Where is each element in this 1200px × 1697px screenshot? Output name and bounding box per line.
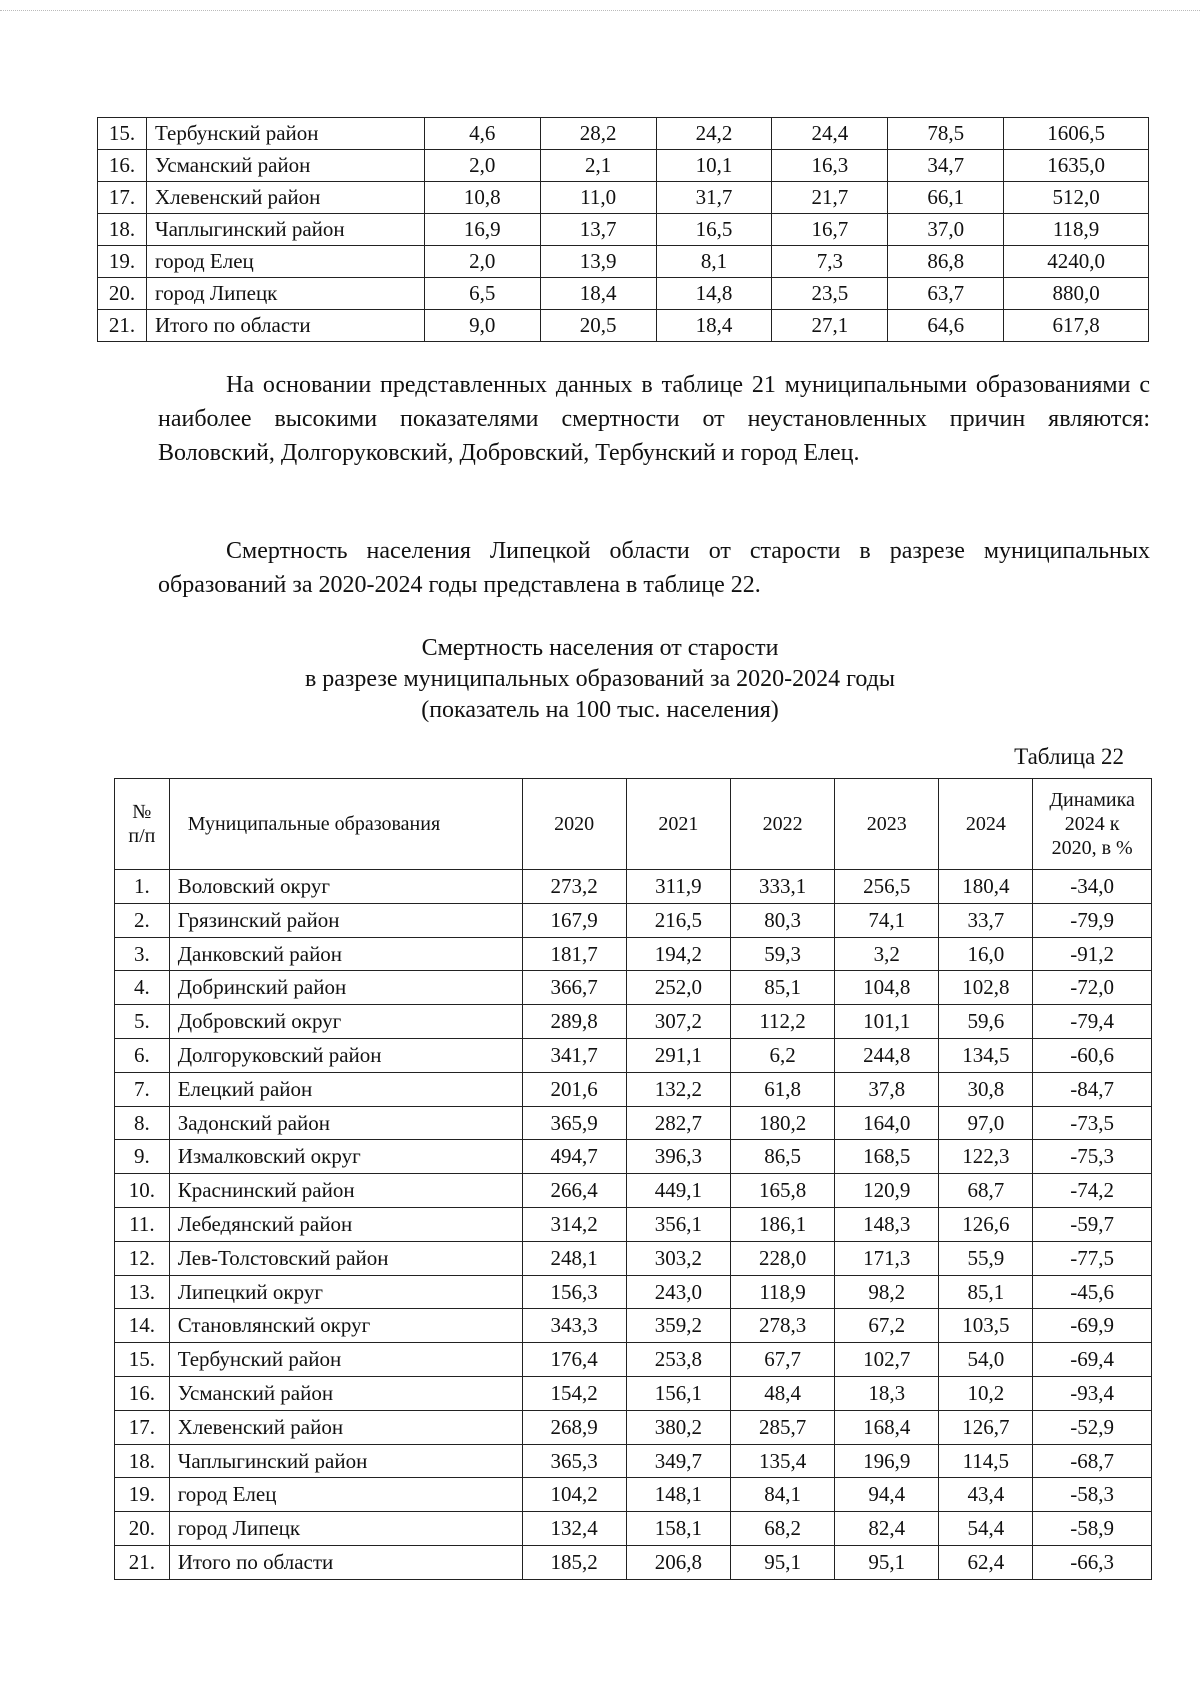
value-cell: 494,7 — [522, 1140, 626, 1174]
value-cell: 24,4 — [772, 118, 888, 150]
municipality-name: Усманский район — [169, 1376, 522, 1410]
value-cell: 9,0 — [424, 310, 540, 342]
caption-line-3: (показатель на 100 тыс. населения) — [421, 697, 779, 723]
value-cell: 68,7 — [939, 1174, 1033, 1208]
value-cell: 68,2 — [730, 1512, 834, 1546]
value-cell: 291,1 — [626, 1038, 730, 1072]
row-number: 6. — [115, 1038, 170, 1072]
table-row — [115, 1038, 1152, 1072]
value-cell: -52,9 — [1033, 1410, 1152, 1444]
header-municipality: Муниципальные образования — [169, 779, 522, 870]
value-cell: 14,8 — [656, 278, 772, 310]
value-cell: 228,0 — [730, 1241, 834, 1275]
value-cell: -74,2 — [1033, 1174, 1152, 1208]
value-cell: 307,2 — [626, 1005, 730, 1039]
value-cell: 102,7 — [835, 1343, 939, 1377]
table-row — [115, 903, 1152, 937]
row-number: 20. — [115, 1512, 170, 1546]
value-cell: 98,2 — [835, 1275, 939, 1309]
value-cell: -69,9 — [1033, 1309, 1152, 1343]
value-cell: 158,1 — [626, 1512, 730, 1546]
value-cell: 84,1 — [730, 1478, 834, 1512]
value-cell: 59,6 — [939, 1005, 1033, 1039]
value-cell: 449,1 — [626, 1174, 730, 1208]
value-cell: 341,7 — [522, 1038, 626, 1072]
value-cell: 67,2 — [835, 1309, 939, 1343]
table-row — [98, 118, 1149, 150]
value-cell: 333,1 — [730, 870, 834, 904]
table-row — [115, 971, 1152, 1005]
municipality-name: город Елец — [146, 246, 424, 278]
table-row — [115, 1072, 1152, 1106]
table-21-body — [98, 118, 1149, 342]
value-cell: 16,9 — [424, 214, 540, 246]
header-number-line1: № — [132, 801, 152, 823]
table-row — [98, 246, 1149, 278]
value-cell: 880,0 — [1004, 278, 1149, 310]
value-cell: 11,0 — [540, 182, 656, 214]
value-cell: 126,7 — [939, 1410, 1033, 1444]
value-cell: 101,1 — [835, 1005, 939, 1039]
table-row — [98, 150, 1149, 182]
municipality-name: Добринский район — [169, 971, 522, 1005]
value-cell: 148,1 — [626, 1478, 730, 1512]
value-cell: 356,1 — [626, 1207, 730, 1241]
value-cell: 268,9 — [522, 1410, 626, 1444]
value-cell: 97,0 — [939, 1106, 1033, 1140]
table-row — [115, 1410, 1152, 1444]
value-cell: 66,1 — [888, 182, 1004, 214]
value-cell: 365,3 — [522, 1444, 626, 1478]
row-number: 4. — [115, 971, 170, 1005]
value-cell: 16,5 — [656, 214, 772, 246]
row-number: 19. — [115, 1478, 170, 1512]
table-label: Таблица 22 — [1014, 744, 1124, 769]
value-cell: 23,5 — [772, 278, 888, 310]
value-cell: 135,4 — [730, 1444, 834, 1478]
value-cell: 122,3 — [939, 1140, 1033, 1174]
municipality-name: Чаплыгинский район — [169, 1444, 522, 1478]
value-cell: 167,9 — [522, 903, 626, 937]
value-cell: 82,4 — [835, 1512, 939, 1546]
header-dynamics-line1: Динамика — [1049, 789, 1135, 811]
value-cell: 4,6 — [424, 118, 540, 150]
value-cell: 185,2 — [522, 1545, 626, 1579]
value-cell: 20,5 — [540, 310, 656, 342]
table-row — [115, 1275, 1152, 1309]
table-row — [115, 1512, 1152, 1546]
value-cell: 156,1 — [626, 1376, 730, 1410]
value-cell: 48,4 — [730, 1376, 834, 1410]
municipality-name: Данковский район — [169, 937, 522, 971]
row-number: 14. — [115, 1309, 170, 1343]
row-number: 9. — [115, 1140, 170, 1174]
municipality-name: Липецкий округ — [169, 1275, 522, 1309]
header-number-line2: п/п — [128, 825, 156, 847]
header-year: 2023 — [835, 779, 939, 870]
value-cell: 30,8 — [939, 1072, 1033, 1106]
table-row — [115, 1106, 1152, 1140]
municipality-name: Усманский район — [146, 150, 424, 182]
value-cell: 366,7 — [522, 971, 626, 1005]
value-cell: 63,7 — [888, 278, 1004, 310]
paragraph-conclusion — [158, 368, 1150, 470]
value-cell: 74,1 — [835, 903, 939, 937]
row-number: 10. — [115, 1174, 170, 1208]
value-cell: 165,8 — [730, 1174, 834, 1208]
value-cell: 24,2 — [656, 118, 772, 150]
municipality-name: город Липецк — [146, 278, 424, 310]
value-cell: 8,1 — [656, 246, 772, 278]
table-row — [115, 1376, 1152, 1410]
value-cell: -58,3 — [1033, 1478, 1152, 1512]
table-row — [115, 870, 1152, 904]
value-cell: 171,3 — [835, 1241, 939, 1275]
municipality-name: Елецкий район — [169, 1072, 522, 1106]
value-cell: 16,7 — [772, 214, 888, 246]
row-number: 15. — [98, 118, 147, 150]
value-cell: 365,9 — [522, 1106, 626, 1140]
table-row — [98, 278, 1149, 310]
page-edge — [0, 10, 1200, 11]
value-cell: 168,4 — [835, 1410, 939, 1444]
row-number: 5. — [115, 1005, 170, 1039]
value-cell: 54,0 — [939, 1343, 1033, 1377]
value-cell: -68,7 — [1033, 1444, 1152, 1478]
value-cell: 2,1 — [540, 150, 656, 182]
header-dynamics — [1033, 779, 1152, 870]
value-cell: 120,9 — [835, 1174, 939, 1208]
municipality-name: город Липецк — [169, 1512, 522, 1546]
value-cell: 6,2 — [730, 1038, 834, 1072]
header-number — [115, 779, 170, 870]
value-cell: 132,4 — [522, 1512, 626, 1546]
value-cell: -73,5 — [1033, 1106, 1152, 1140]
municipality-name: Лебедянский район — [169, 1207, 522, 1241]
row-number: 15. — [115, 1343, 170, 1377]
value-cell: 176,4 — [522, 1343, 626, 1377]
value-cell: 95,1 — [730, 1545, 834, 1579]
value-cell: 303,2 — [626, 1241, 730, 1275]
table-row — [115, 1005, 1152, 1039]
value-cell: 37,0 — [888, 214, 1004, 246]
value-cell: 85,1 — [939, 1275, 1033, 1309]
value-cell: -58,9 — [1033, 1512, 1152, 1546]
value-cell: 196,9 — [835, 1444, 939, 1478]
value-cell: 186,1 — [730, 1207, 834, 1241]
row-number: 21. — [115, 1545, 170, 1579]
municipality-name: Чаплыгинский район — [146, 214, 424, 246]
municipality-name: Тербунский район — [146, 118, 424, 150]
paragraph-intro-table22 — [158, 534, 1150, 602]
value-cell: 118,9 — [1004, 214, 1149, 246]
value-cell: -79,4 — [1033, 1005, 1152, 1039]
value-cell: -79,9 — [1033, 903, 1152, 937]
value-cell: -60,6 — [1033, 1038, 1152, 1072]
value-cell: 13,7 — [540, 214, 656, 246]
value-cell: 103,5 — [939, 1309, 1033, 1343]
value-cell: 55,9 — [939, 1241, 1033, 1275]
value-cell: 617,8 — [1004, 310, 1149, 342]
row-number: 1. — [115, 870, 170, 904]
value-cell: 18,3 — [835, 1376, 939, 1410]
value-cell: -66,3 — [1033, 1545, 1152, 1579]
header-year: 2024 — [939, 779, 1033, 870]
value-cell: -91,2 — [1033, 937, 1152, 971]
value-cell: 359,2 — [626, 1309, 730, 1343]
value-cell: -93,4 — [1033, 1376, 1152, 1410]
value-cell: 6,5 — [424, 278, 540, 310]
value-cell: 343,3 — [522, 1309, 626, 1343]
value-cell: 112,2 — [730, 1005, 834, 1039]
value-cell: 10,2 — [939, 1376, 1033, 1410]
value-cell: 7,3 — [772, 246, 888, 278]
row-number: 17. — [98, 182, 147, 214]
value-cell: 59,3 — [730, 937, 834, 971]
row-number: 7. — [115, 1072, 170, 1106]
municipality-name: Воловский округ — [169, 870, 522, 904]
value-cell: 180,4 — [939, 870, 1033, 904]
value-cell: -72,0 — [1033, 971, 1152, 1005]
value-cell: 181,7 — [522, 937, 626, 971]
row-number: 21. — [98, 310, 147, 342]
value-cell: 16,0 — [939, 937, 1033, 971]
municipality-name: город Елец — [169, 1478, 522, 1512]
value-cell: 37,8 — [835, 1072, 939, 1106]
value-cell: 273,2 — [522, 870, 626, 904]
table-row — [115, 1207, 1152, 1241]
paragraph-conclusion-text: На основании представленных данных в таблице 21 муниципальными образованиями с наиболее высокими показателями смертности от неустановленных причин являются: Воловский, Долгоруковский, Добровский, Тербунский и город Елец. — [158, 372, 1150, 466]
value-cell: -75,3 — [1033, 1140, 1152, 1174]
value-cell: 278,3 — [730, 1309, 834, 1343]
value-cell: 311,9 — [626, 870, 730, 904]
value-cell: 243,0 — [626, 1275, 730, 1309]
row-number: 18. — [98, 214, 147, 246]
value-cell: 349,7 — [626, 1444, 730, 1478]
table-row — [115, 1444, 1152, 1478]
table-row — [115, 1309, 1152, 1343]
value-cell: 206,8 — [626, 1545, 730, 1579]
value-cell: 256,5 — [835, 870, 939, 904]
value-cell: 85,1 — [730, 971, 834, 1005]
header-year: 2020 — [522, 779, 626, 870]
value-cell: 61,8 — [730, 1072, 834, 1106]
table-row — [98, 182, 1149, 214]
value-cell: -34,0 — [1033, 870, 1152, 904]
value-cell: 244,8 — [835, 1038, 939, 1072]
value-cell: 86,8 — [888, 246, 1004, 278]
row-number: 20. — [98, 278, 147, 310]
table-row — [115, 1478, 1152, 1512]
paragraph-intro-text: Смертность населения Липецкой области от старости в разрезе муниципальных образований за 2020-2024 годы представлена в таблице 22. — [158, 538, 1150, 598]
municipality-name: Хлевенский район — [169, 1410, 522, 1444]
value-cell: 28,2 — [540, 118, 656, 150]
table-caption — [0, 633, 1200, 726]
table-row — [115, 1343, 1152, 1377]
value-cell: 285,7 — [730, 1410, 834, 1444]
value-cell: 13,9 — [540, 246, 656, 278]
table-22 — [114, 778, 1152, 1580]
value-cell: 4240,0 — [1004, 246, 1149, 278]
value-cell: 252,0 — [626, 971, 730, 1005]
header-dynamics-line2: 2024 к — [1064, 813, 1120, 835]
value-cell: 21,7 — [772, 182, 888, 214]
table-row — [98, 310, 1149, 342]
value-cell: 3,2 — [835, 937, 939, 971]
value-cell: 67,7 — [730, 1343, 834, 1377]
municipality-name: Краснинский район — [169, 1174, 522, 1208]
value-cell: 168,5 — [835, 1140, 939, 1174]
municipality-name: Итого по области — [169, 1545, 522, 1579]
value-cell: 95,1 — [835, 1545, 939, 1579]
caption-line-1: Смертность населения от старости — [421, 635, 779, 661]
value-cell: 31,7 — [656, 182, 772, 214]
value-cell: 80,3 — [730, 903, 834, 937]
row-number: 3. — [115, 937, 170, 971]
value-cell: 248,1 — [522, 1241, 626, 1275]
row-number: 19. — [98, 246, 147, 278]
value-cell: 266,4 — [522, 1174, 626, 1208]
header-year: 2022 — [730, 779, 834, 870]
table-row — [115, 1545, 1152, 1579]
value-cell: 27,1 — [772, 310, 888, 342]
table-row — [115, 937, 1152, 971]
value-cell: 194,2 — [626, 937, 730, 971]
value-cell: 289,8 — [522, 1005, 626, 1039]
municipality-name: Тербунский район — [169, 1343, 522, 1377]
value-cell: -45,6 — [1033, 1275, 1152, 1309]
value-cell: 1606,5 — [1004, 118, 1149, 150]
municipality-name: Измалковский округ — [169, 1140, 522, 1174]
value-cell: 16,3 — [772, 150, 888, 182]
value-cell: 10,1 — [656, 150, 772, 182]
table-row — [115, 1174, 1152, 1208]
row-number: 11. — [115, 1207, 170, 1241]
row-number: 17. — [115, 1410, 170, 1444]
value-cell: 253,8 — [626, 1343, 730, 1377]
header-year: 2021 — [626, 779, 730, 870]
row-number: 18. — [115, 1444, 170, 1478]
value-cell: 180,2 — [730, 1106, 834, 1140]
row-number: 12. — [115, 1241, 170, 1275]
value-cell: 282,7 — [626, 1106, 730, 1140]
table-header-row — [115, 779, 1152, 870]
row-number: 2. — [115, 903, 170, 937]
value-cell: 86,5 — [730, 1140, 834, 1174]
value-cell: 34,7 — [888, 150, 1004, 182]
municipality-name: Долгоруковский район — [169, 1038, 522, 1072]
value-cell: 94,4 — [835, 1478, 939, 1512]
value-cell: 118,9 — [730, 1275, 834, 1309]
value-cell: 314,2 — [522, 1207, 626, 1241]
value-cell: 2,0 — [424, 246, 540, 278]
value-cell: 43,4 — [939, 1478, 1033, 1512]
table-row — [115, 1241, 1152, 1275]
value-cell: 164,0 — [835, 1106, 939, 1140]
table-row — [115, 1140, 1152, 1174]
municipality-name: Грязинский район — [169, 903, 522, 937]
value-cell: 512,0 — [1004, 182, 1149, 214]
value-cell: 114,5 — [939, 1444, 1033, 1478]
municipality-name: Итого по области — [146, 310, 424, 342]
value-cell: 18,4 — [540, 278, 656, 310]
municipality-name: Становлянский округ — [169, 1309, 522, 1343]
value-cell: -84,7 — [1033, 1072, 1152, 1106]
value-cell: -77,5 — [1033, 1241, 1152, 1275]
table-row — [98, 214, 1149, 246]
table-22-body — [115, 779, 1152, 1580]
value-cell: 33,7 — [939, 903, 1033, 937]
value-cell: 64,6 — [888, 310, 1004, 342]
value-cell: 78,5 — [888, 118, 1004, 150]
value-cell: 1635,0 — [1004, 150, 1149, 182]
value-cell: 126,6 — [939, 1207, 1033, 1241]
value-cell: 54,4 — [939, 1512, 1033, 1546]
row-number: 16. — [98, 150, 147, 182]
municipality-name: Хлевенский район — [146, 182, 424, 214]
value-cell: 102,8 — [939, 971, 1033, 1005]
value-cell: 62,4 — [939, 1545, 1033, 1579]
value-cell: 10,8 — [424, 182, 540, 214]
value-cell: 134,5 — [939, 1038, 1033, 1072]
value-cell: 104,2 — [522, 1478, 626, 1512]
row-number: 16. — [115, 1376, 170, 1410]
value-cell: 18,4 — [656, 310, 772, 342]
value-cell: 132,2 — [626, 1072, 730, 1106]
value-cell: 154,2 — [522, 1376, 626, 1410]
value-cell: 156,3 — [522, 1275, 626, 1309]
municipality-name: Задонский район — [169, 1106, 522, 1140]
municipality-name: Лев-Толстовский район — [169, 1241, 522, 1275]
value-cell: -59,7 — [1033, 1207, 1152, 1241]
header-dynamics-line3: 2020, в % — [1051, 837, 1133, 859]
municipality-name: Добровский округ — [169, 1005, 522, 1039]
row-number: 8. — [115, 1106, 170, 1140]
value-cell: 380,2 — [626, 1410, 730, 1444]
table-21-continuation — [97, 117, 1149, 342]
value-cell: 104,8 — [835, 971, 939, 1005]
value-cell: 201,6 — [522, 1072, 626, 1106]
value-cell: 216,5 — [626, 903, 730, 937]
value-cell: 396,3 — [626, 1140, 730, 1174]
row-number: 13. — [115, 1275, 170, 1309]
value-cell: 148,3 — [835, 1207, 939, 1241]
value-cell: 2,0 — [424, 150, 540, 182]
value-cell: -69,4 — [1033, 1343, 1152, 1377]
caption-line-2: в разрезе муниципальных образований за 2020-2024 годы — [304, 666, 896, 692]
